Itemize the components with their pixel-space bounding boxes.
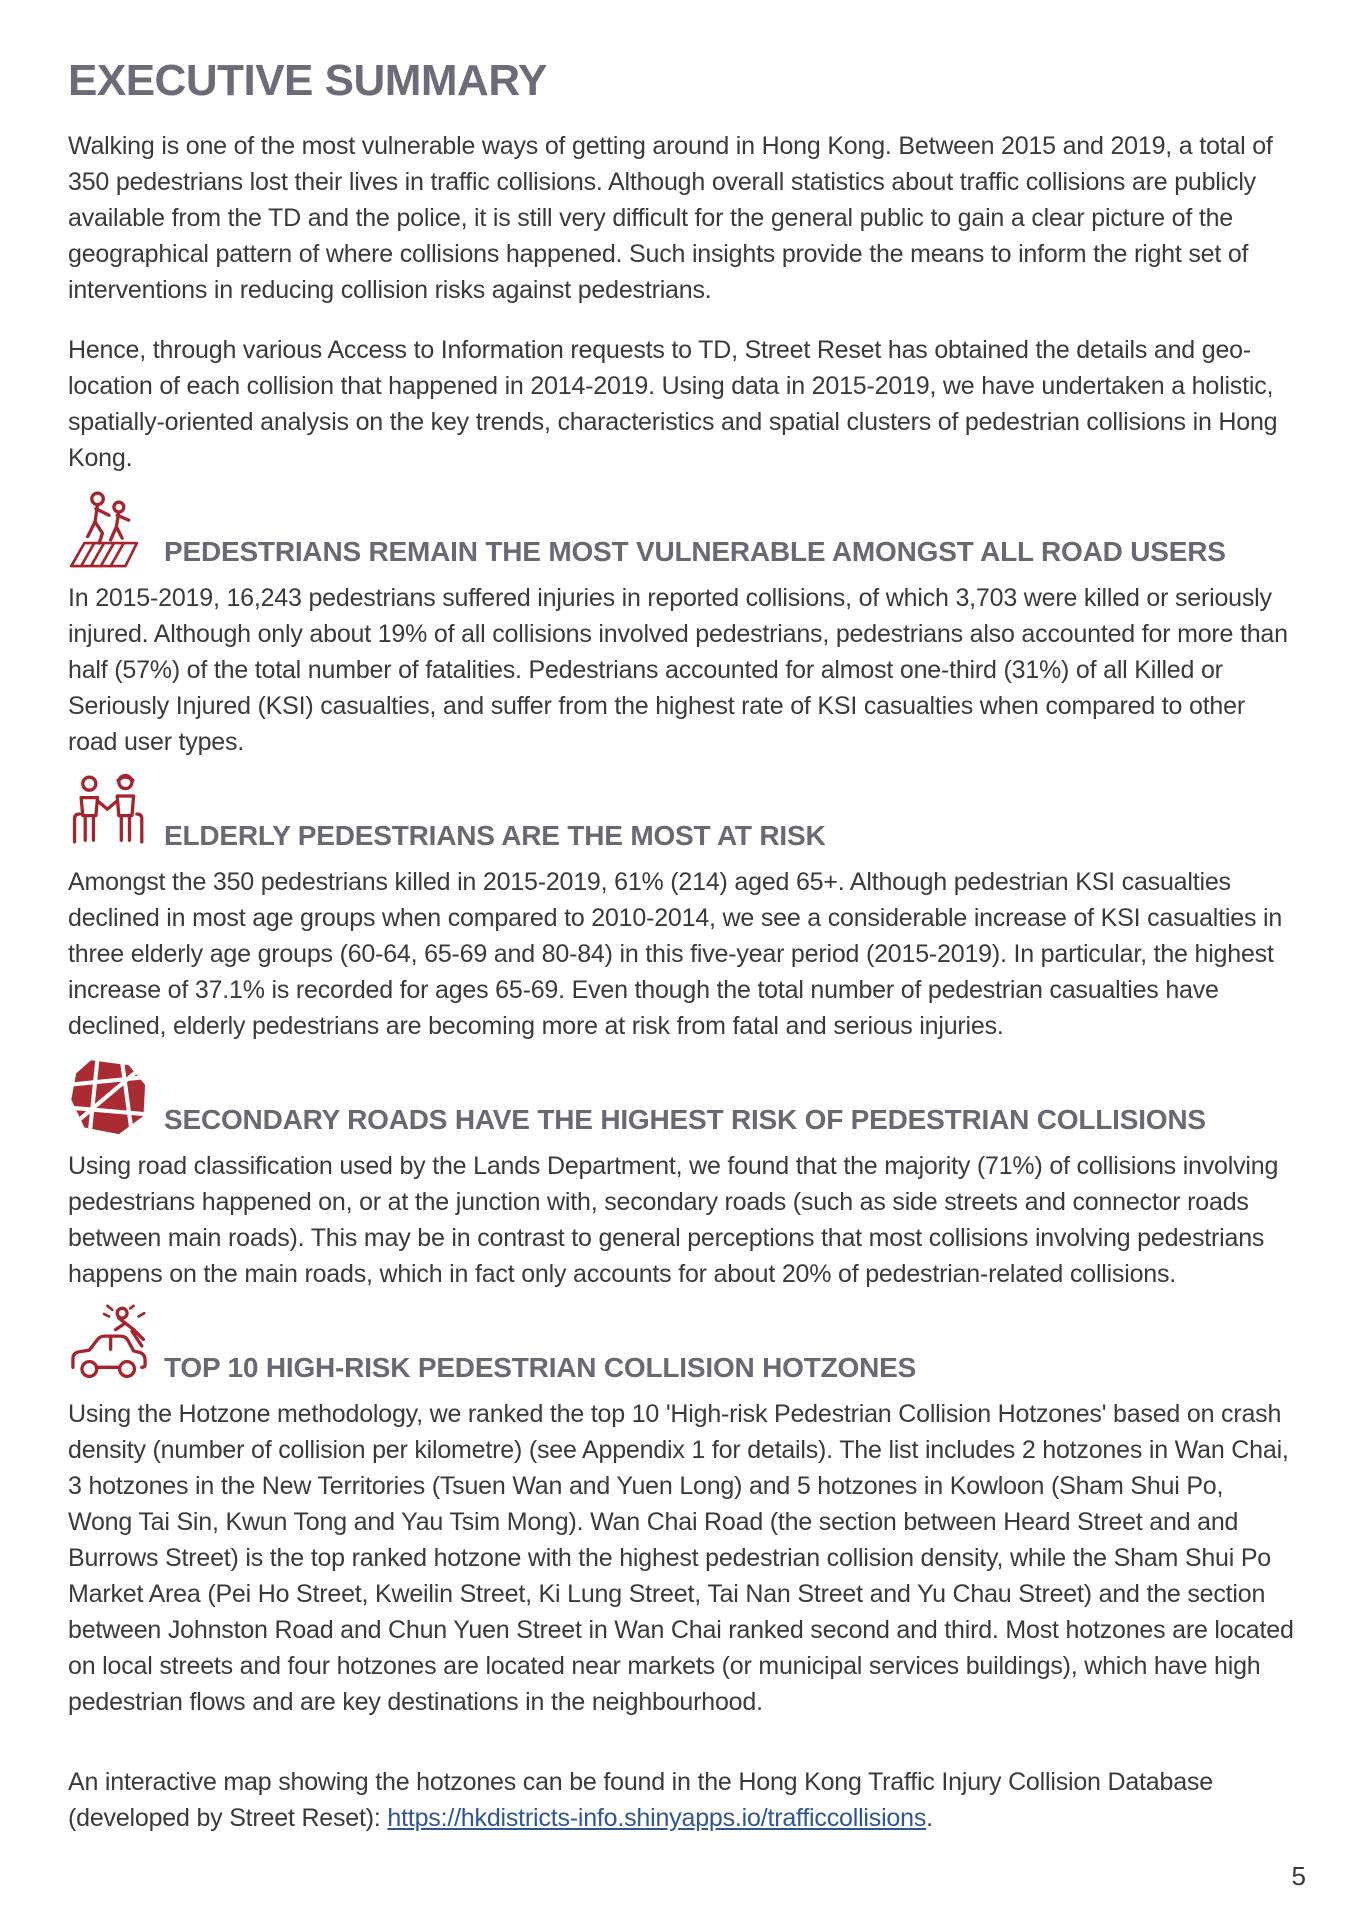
section-title: SECONDARY ROADS HAVE THE HIGHEST RISK OF PEDESTRIAN COLLISIONS xyxy=(164,1104,1206,1135)
section-body-elderly-risk: Amongst the 350 pedestrians killed in 2015-2019, 61% (214) aged 65+. Although pedestrian KSI casualties declined in most age groups when compared to 2010-2014, we see a considerable increase of KSI casualties in three elderly age groups (60-64, 65-69 and 80-84) in this five-year period (2015-2019). In particular, the highest increase of 37.1% is recorded for ages 65-69. Even though the total number of pedestrian casualties have declined, elderly pedestrians are becoming more at risk from fatal and serious injuries. xyxy=(68,868,1283,1040)
footer-text-period: . xyxy=(926,1804,933,1832)
traffic-collision-database-link[interactable]: https://hkdistricts-info.shinyapps.io/trafficcollisions xyxy=(387,1804,927,1832)
pedestrian-crossing-icon xyxy=(68,484,150,574)
car-pedestrian-icon xyxy=(68,1300,150,1390)
section-header-pedestrians-vulnerable xyxy=(68,484,1294,574)
section-body-secondary-roads: Using road classification used by the Lands Department, we found that the majority (71%) of collisions involving pedestrians happened on, or at the junction with, secondary roads (such as side streets and connector roads between main roads). This may be in contrast to general perceptions that most collisions involving pedestrians happens on the main roads, which in fact only accounts for about 20% of pedestrian-related collisions. xyxy=(68,1152,1279,1288)
section-header-elderly-risk xyxy=(68,768,1294,858)
section-body-hotzones: Using the Hotzone methodology, we ranked the top 10 'High-risk Pedestrian Collision Hotzones' based on crash density (number of collision per kilometre) (see Appendix 1 for details). The list includes 2 hotzones in Wan Chai, 3 hotzones in the New Territories (Tsuen Wan and Yuen Long) and 5 hotzones in Kowloon (Sham Shui Po, Wong Tai Sin, Kwun Tong and Yau Tsim Mong). Wan Chai Road (the section between Heard Street and and Burrows Street) is the top ranked hotzone with the highest pedestrian collision density, while the Sham Shui Po Market Area (Pei Ho Street, Kweilin Street, Ki Lung Street, Tai Nan Street and Yu Chau Street) and the section between Johnston Road and Chun Yuen Street in Wan Chai ranked second and third. Most hotzones are located on local streets and four hotzones are located near markets (or municipal services buildings), which have high pedestrian flows and are key destinations in the neighbourhood. xyxy=(68,1400,1294,1716)
section-body-pedestrians-vulnerable: In 2015-2019, 16,243 pedestrians suffered injuries in reported collisions, of which 3,703 were killed or seriously injured. Although only about 19% of all collisions involved pedestrians, pedestrians also accounted for more than half (57%) of the total number of fatalities. Pedestrians accounted for almost one-third (31%) of all Killed or Seriously Injured (KSI) casualties, and suffer from the highest rate of KSI casualties when compared to other road user types. xyxy=(68,584,1288,756)
footer-text: An interactive map showing the hotzones can be found in the Hong Kong Traffic Injury Collision Database (developed by Street Reset): xyxy=(68,1768,1213,1832)
section-title: PEDESTRIANS REMAIN THE MOST VULNERABLE AMONGST ALL ROAD USERS xyxy=(164,536,1226,567)
section-title: ELDERLY PEDESTRIANS ARE THE MOST AT RISK xyxy=(164,820,826,851)
page-number: 5 xyxy=(1291,1861,1306,1891)
section-title: TOP 10 HIGH-RISK PEDESTRIAN COLLISION HOTZONES xyxy=(164,1352,917,1383)
interactive-map-paragraph xyxy=(68,1764,1294,1836)
road-map-icon xyxy=(68,1052,150,1142)
section-header-secondary-roads xyxy=(68,1052,1294,1142)
intro-paragraph-1: Walking is one of the most vulnerable ways of getting around in Hong Kong. Between 2015 and 2019, a total of 350 pedestrians lost their lives in traffic collisions. Although overall statistics about traffic collisions are publicly available from the TD and the police, it is still very difficult for the general public to gain a clear picture of the geographical pattern of where collisions happened. Such insights provide the means to inform the right set of interventions in reducing collision risks against pedestrians. xyxy=(68,132,1273,304)
elderly-couple-icon xyxy=(68,768,150,858)
section-header-hotzones xyxy=(68,1300,1294,1390)
page-title: EXECUTIVE SUMMARY xyxy=(68,56,547,105)
intro-paragraph-2: Hence, through various Access to Information requests to TD, Street Reset has obtained the details and geo-location of each collision that happened in 2014-2019. Using data in 2015-2019, we have undertaken a holistic, spatially-oriented analysis on the key trends, characteristics and spatial clusters of pedestrian collisions in Hong Kong. xyxy=(68,336,1278,472)
